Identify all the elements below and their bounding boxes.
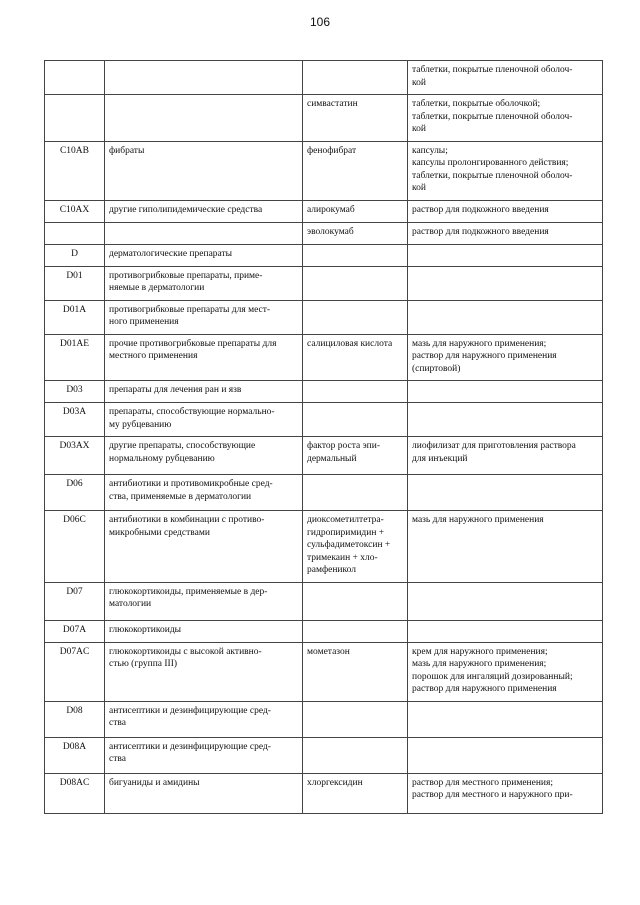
table-row xyxy=(45,511,603,583)
drug-name-cell xyxy=(303,582,408,620)
dosage-form-cell xyxy=(408,381,603,403)
table-row xyxy=(45,381,603,403)
dosage-form-cell: мазь для наружного применения; раствор для наружного применения (спиртовой) xyxy=(408,334,603,381)
atc-code-cell xyxy=(45,61,105,95)
drug-name-cell xyxy=(303,300,408,334)
table-row xyxy=(45,95,603,142)
atc-code-cell: D07A xyxy=(45,620,105,642)
group-name-cell xyxy=(105,95,303,142)
table-row xyxy=(45,620,603,642)
dosage-form-cell xyxy=(408,737,603,773)
group-name-cell: антибиотики и противомикробные сред- ства, применяемые в дерматологии xyxy=(105,475,303,511)
atc-code-cell xyxy=(45,222,105,244)
atc-code-cell: D08A xyxy=(45,737,105,773)
group-name-cell: другие препараты, способствующие нормальному рубцеванию xyxy=(105,437,303,475)
group-name-cell: глюкокортикоиды с высокой активно- стью (группа III) xyxy=(105,642,303,701)
dosage-form-cell: мазь для наружного применения xyxy=(408,511,603,583)
table-row xyxy=(45,475,603,511)
atc-code-cell: D03AX xyxy=(45,437,105,475)
dosage-form-cell xyxy=(408,582,603,620)
table-row xyxy=(45,437,603,475)
table-row xyxy=(45,737,603,773)
table-row xyxy=(45,403,603,437)
atc-code-cell: D xyxy=(45,244,105,266)
dosage-form-cell: таблетки, покрытые оболочкой; таблетки, покрытые пленочной оболоч- кой xyxy=(408,95,603,142)
table-row xyxy=(45,642,603,701)
atc-code-cell: C10AB xyxy=(45,141,105,200)
table-body xyxy=(45,61,603,814)
group-name-cell xyxy=(105,222,303,244)
atc-code-cell: D06 xyxy=(45,475,105,511)
table-row xyxy=(45,773,603,813)
drug-name-cell: хлоргексидин xyxy=(303,773,408,813)
drug-name-cell: фактор роста эпи- дермальный xyxy=(303,437,408,475)
table-row xyxy=(45,582,603,620)
drug-name-cell xyxy=(303,266,408,300)
group-name-cell: глюкокортикоиды, применяемые в дер- матологии xyxy=(105,582,303,620)
dosage-form-cell xyxy=(408,244,603,266)
drug-name-cell: фенофибрат xyxy=(303,141,408,200)
group-name-cell: фибраты xyxy=(105,141,303,200)
atc-code-cell: D01 xyxy=(45,266,105,300)
group-name-cell: прочие противогрибковые препараты для местного применения xyxy=(105,334,303,381)
dosage-form-cell xyxy=(408,266,603,300)
group-name-cell: противогрибковые препараты для мест- ного применения xyxy=(105,300,303,334)
dosage-form-cell: таблетки, покрытые пленочной оболоч- кой xyxy=(408,61,603,95)
drug-name-cell xyxy=(303,475,408,511)
dosage-form-cell xyxy=(408,620,603,642)
atc-code-cell xyxy=(45,95,105,142)
dosage-form-cell xyxy=(408,701,603,737)
drug-name-cell xyxy=(303,737,408,773)
group-name-cell: препараты для лечения ран и язв xyxy=(105,381,303,403)
table-row xyxy=(45,334,603,381)
dosage-form-cell: раствор для подкожного введения xyxy=(408,200,603,222)
dosage-form-cell: раствор для местного применения; раствор для местного и наружного при- xyxy=(408,773,603,813)
drug-name-cell: салициловая кислота xyxy=(303,334,408,381)
group-name-cell: антисептики и дезинфицирующие сред- ства xyxy=(105,701,303,737)
drug-name-cell: мометазон xyxy=(303,642,408,701)
atc-code-cell: D01A xyxy=(45,300,105,334)
dosage-form-cell: капсулы; капсулы пролонгированного действия; таблетки, покрытые пленочной оболоч- кой xyxy=(408,141,603,200)
table-row xyxy=(45,244,603,266)
dosage-form-cell: крем для наружного применения; мазь для наружного применения; порошок для ингаляций дозированный; раствор для наружного применения xyxy=(408,642,603,701)
dosage-form-cell xyxy=(408,403,603,437)
group-name-cell: глюкокортикоиды xyxy=(105,620,303,642)
group-name-cell: бигуаниды и амидины xyxy=(105,773,303,813)
page-number: 106 xyxy=(309,15,331,29)
atc-code-cell: D08AC xyxy=(45,773,105,813)
atc-code-cell: D07AC xyxy=(45,642,105,701)
drug-name-cell xyxy=(303,381,408,403)
group-name-cell: дерматологические препараты xyxy=(105,244,303,266)
group-name-cell: антисептики и дезинфицирующие сред- ства xyxy=(105,737,303,773)
table-row xyxy=(45,701,603,737)
drug-name-cell: симвастатин xyxy=(303,95,408,142)
dosage-form-cell xyxy=(408,300,603,334)
group-name-cell: противогрибковые препараты, приме- няемые в дерматологии xyxy=(105,266,303,300)
atc-code-cell: D07 xyxy=(45,582,105,620)
group-name-cell xyxy=(105,61,303,95)
table-row xyxy=(45,266,603,300)
table-row xyxy=(45,141,603,200)
atc-code-cell: D06C xyxy=(45,511,105,583)
drug-name-cell xyxy=(303,620,408,642)
atc-code-cell: D03A xyxy=(45,403,105,437)
table-row xyxy=(45,222,603,244)
table-row xyxy=(45,61,603,95)
drug-name-cell: алирокумаб xyxy=(303,200,408,222)
drug-name-cell xyxy=(303,701,408,737)
dosage-form-cell: лиофилизат для приготовления раствора для инъекций xyxy=(408,437,603,475)
drug-name-cell xyxy=(303,61,408,95)
drug-name-cell xyxy=(303,403,408,437)
drug-name-cell: диоксометилтетра- гидропиримидин + сульфадиметоксин + тримекаин + хло- рамфеникол xyxy=(303,511,408,583)
drug-classification-table xyxy=(44,60,603,814)
group-name-cell: препараты, способствующие нормально- му рубцеванию xyxy=(105,403,303,437)
table-row xyxy=(45,300,603,334)
drug-name-cell: эволокумаб xyxy=(303,222,408,244)
atc-code-cell: D01AE xyxy=(45,334,105,381)
drug-name-cell xyxy=(303,244,408,266)
dosage-form-cell xyxy=(408,475,603,511)
atc-code-cell: D03 xyxy=(45,381,105,403)
atc-code-cell: D08 xyxy=(45,701,105,737)
group-name-cell: другие гиполипидемические средства xyxy=(105,200,303,222)
atc-code-cell: C10AX xyxy=(45,200,105,222)
dosage-form-cell: раствор для подкожного введения xyxy=(408,222,603,244)
group-name-cell: антибиотики в комбинации с противо- микробными средствами xyxy=(105,511,303,583)
table-row xyxy=(45,200,603,222)
